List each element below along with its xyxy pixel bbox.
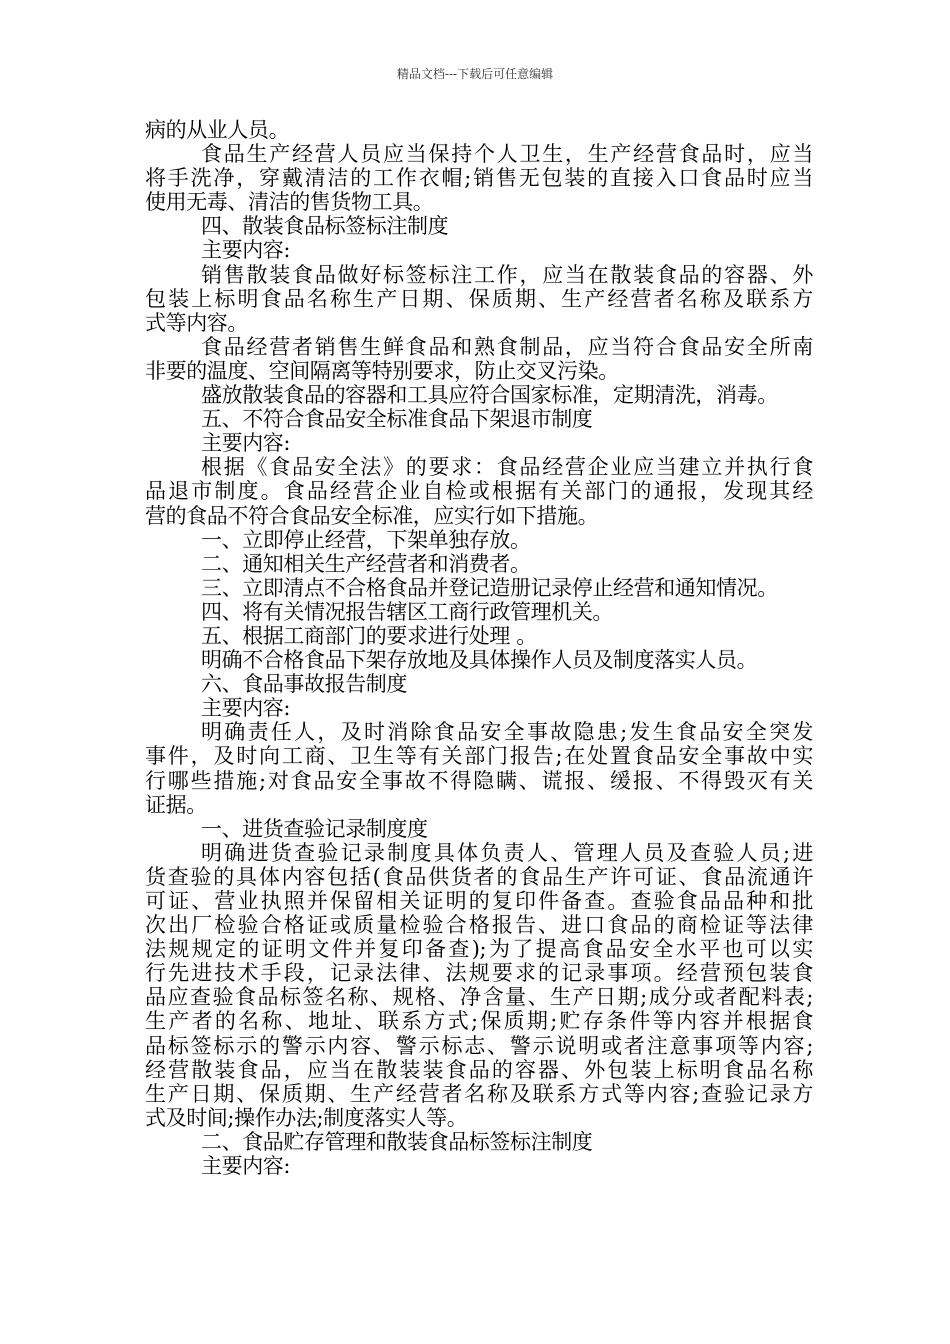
text-line: 一、立即停止经营，下架单独存放。 xyxy=(201,527,531,552)
text-line: 可证、营业执照并保留相关证明的复印件备查。查验食品品种和批 xyxy=(145,889,813,913)
text-line: 四、将有关情况报告辖区工商行政管理机关。 xyxy=(201,599,613,624)
text-line: 明确进货查验记录制度具体负责人、管理人员及查验人员;进 xyxy=(201,840,813,865)
document-body xyxy=(145,118,813,1178)
text-line: 事件，及时向工商、卫生等有关部门报告;在处置食品安全事故中实 xyxy=(145,744,813,769)
text-line: 次出厂检验合格证或质量检验合格报告、进口食品的商检证等法律 xyxy=(145,913,813,938)
text-line: 食品生产经营人员应当保持个人卫生，生产经营食品时，应当 xyxy=(201,142,813,167)
text-line: 五、不符合食品安全标准食品下架退市制度 xyxy=(201,407,593,432)
text-line: 品退市制度。食品经营企业自检或根据有关部门的通报，发现其经 xyxy=(145,479,813,504)
text-line: 五、根据工商部门的要求进行处理 。 xyxy=(201,623,537,648)
text-line: 式等内容。 xyxy=(145,310,248,335)
text-line: 根据《食品安全法》的要求：食品经营企业应当建立并执行食 xyxy=(201,455,813,480)
text-line: 包装上标明食品名称生产日期、保质期、生产经营者名称及联系方 xyxy=(145,286,813,311)
text-line: 货查验的具体内容包括(食品供货者的食品生产许可证、食品流通许 xyxy=(145,864,813,889)
text-line: 生产日期、保质期、生产经营者名称及联系方式等内容;查验记录方 xyxy=(145,1081,813,1106)
text-line: 主要内容: xyxy=(201,238,291,263)
text-line: 品应查验食品标签名称、规格、净含量、生产日期;成分或者配料表; xyxy=(145,985,813,1010)
text-line: 主要内容: xyxy=(201,696,291,721)
text-line: 行先进技术手段，记录法律、法规要求的记录事项。经营预包装食 xyxy=(145,961,813,986)
text-line: 使用无毒、清洁的售货物工具。 xyxy=(145,190,434,215)
text-line: 法规规定的证明文件并复印备查);为了提高食品安全水平也可以实 xyxy=(145,937,813,962)
text-line: 将手洗净，穿戴清洁的工作衣帽;销售无包装的直接入口食品时应当 xyxy=(145,166,813,191)
text-line: 销售散装食品做好标签标注工作，应当在散装食品的容器、外 xyxy=(201,262,813,287)
text-line: 式及时间;操作办法;制度落实人等。 xyxy=(145,1105,468,1130)
text-line: 食品经营者销售生鲜食品和熟食制品，应当符合食品安全所南 xyxy=(201,334,813,359)
text-line: 行哪些措施;对食品安全事故不得隐瞒、谎报、缓报、不得毁灭有关 xyxy=(145,768,813,793)
text-line: 营的食品不符合食品安全标准，应实行如下措施。 xyxy=(145,503,599,528)
text-line: 经营散装食品，应当在散装装食品的容器、外包装上标明食品名称 xyxy=(145,1057,813,1082)
text-line: 二、食品贮存管理和散装食品标签标注制度 xyxy=(201,1129,593,1154)
text-line: 一、进货查验记录制度度 xyxy=(201,816,428,841)
text-line: 三、立即清点不合格食品并登记造册记录停止经营和通知情况。 xyxy=(201,575,778,600)
text-line: 二、通知相关生产经营者和消费者。 xyxy=(201,551,531,576)
text-line: 非要的温度、空间隔离等特别要求，防止交叉污染。 xyxy=(145,358,619,383)
text-line: 四、散装食品标签标注制度 xyxy=(201,214,449,239)
text-line: 六、食品事故报告制度 xyxy=(201,672,407,697)
text-line: 品标签标示的警示内容、警示标志、警示说明或者注意事项等内容; xyxy=(145,1033,813,1058)
text-line: 明确不合格食品下架存放地及具体操作人员及制度落实人员。 xyxy=(201,648,758,673)
text-line: 盛放散装食品的容器和工具应符合国家标准，定期清洗，消毒。 xyxy=(201,383,778,408)
text-line: 主要内容: xyxy=(201,431,291,456)
page-header: 精品文档---下载后可任意编辑 xyxy=(396,67,554,81)
text-line: 主要内容: xyxy=(201,1154,291,1179)
text-line: 病的从业人员。 xyxy=(145,118,290,142)
text-line: 明确责任人，及时消除食品安全事故隐患;发生食品安全突发 xyxy=(201,720,813,745)
text-line: 证据。 xyxy=(145,792,207,817)
text-line: 生产者的名称、地址、联系方式;保质期;贮存条件等内容并根据食 xyxy=(145,1009,813,1034)
